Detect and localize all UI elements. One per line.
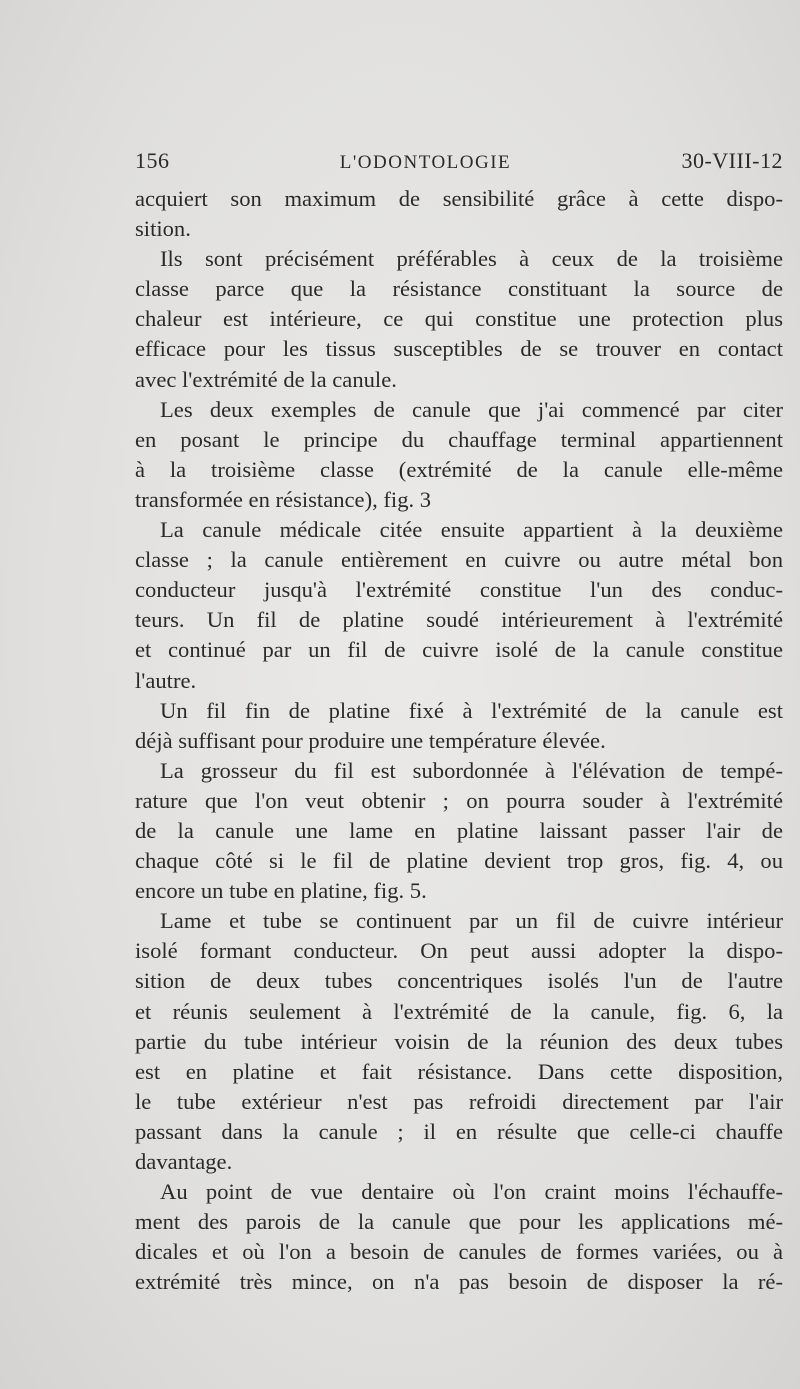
- text-line: efficace pour les tissus susceptibles de se trouver en contact: [135, 336, 783, 362]
- text-line: extrémité très mince, on n'a pas besoin de disposer la ré-: [135, 1269, 783, 1295]
- text-line: Les deux exemples de canule que j'ai commencé par citer: [160, 396, 783, 422]
- text-line: La grosseur du fil est subordonnée à l'élévation de tempé-: [160, 757, 783, 783]
- running-header: [135, 148, 783, 176]
- body-text: [135, 184, 783, 1297]
- text-line: partie du tube intérieur voisin de la réunion des deux tubes: [135, 1028, 783, 1054]
- text-line: encore un tube en platine, fig. 5.: [135, 878, 427, 904]
- text-line: classe parce que la résistance constituant la source de: [135, 276, 783, 302]
- text-line: à la troisième classe (extrémité de la canule elle-même: [135, 456, 783, 482]
- text-line: conducteur jusqu'à l'extrémité constitue l'un des conduc-: [135, 577, 783, 603]
- text-line: et réunis seulement à l'extrémité de la canule, fig. 6, la: [135, 998, 783, 1024]
- text-line: dicales et où l'on a besoin de canules de formes variées, ou à: [135, 1239, 783, 1265]
- text-line: avec l'extrémité de la canule.: [135, 366, 397, 392]
- text-line: est en platine et fait résistance. Dans cette disposition,: [135, 1058, 783, 1084]
- text-line: chaque côté si le fil de platine devient trop gros, fig. 4, ou: [135, 848, 783, 874]
- page-number: 156: [135, 148, 170, 173]
- text-line: transformée en résistance), fig. 3: [135, 486, 432, 512]
- text-line: davantage.: [135, 1149, 233, 1174]
- text-line: Un fil fin de platine fixé à l'extrémité de la canule est: [160, 697, 783, 723]
- text-line: Ils sont précisément préférables à ceux de la troisième: [160, 246, 783, 272]
- text-line: ment des parois de la canule que pour les applications mé-: [135, 1209, 783, 1235]
- text-line: déjà suffisant pour produire une température élevée.: [135, 727, 606, 753]
- text-line: rature que l'on veut obtenir ; on pourra souder à l'extrémité: [135, 787, 783, 813]
- text-line: La canule médicale citée ensuite appartient à la deuxième: [160, 517, 783, 543]
- text-line: classe ; la canule entièrement en cuivre ou autre métal bon: [135, 547, 783, 573]
- text-line: en posant le principe du chauffage terminal appartiennent: [135, 426, 783, 452]
- text-line: isolé formant conducteur. On peut aussi adopter la dispo-: [135, 938, 783, 964]
- book-page: [135, 148, 783, 1297]
- text-line: et continué par un fil de cuivre isolé de la canule constitue: [135, 637, 783, 663]
- text-line: le tube extérieur n'est pas refroidi directement par l'air: [135, 1088, 783, 1114]
- text-line: sition.: [135, 216, 191, 242]
- text-line: de la canule une lame en platine laissant passer l'air de: [135, 817, 783, 843]
- text-line: l'autre.: [135, 667, 197, 693]
- text-line: Lame et tube se continuent par un fil de cuivre intérieur: [160, 908, 783, 934]
- text-line: acquiert son maximum de sensibilité grâce à cette dispo-: [135, 186, 783, 211]
- text-line: chaleur est intérieure, ce qui constitue une protection plus: [135, 306, 783, 332]
- text-line: Au point de vue dentaire où l'on craint moins l'échauffe-: [160, 1179, 783, 1205]
- text-line: teurs. Un fil de platine soudé intérieurement à l'extrémité: [135, 607, 783, 633]
- text-line: sition de deux tubes concentriques isolés l'un de l'autre: [135, 968, 783, 994]
- journal-title: L'ODONTOLOGIE: [339, 152, 512, 173]
- issue-date: 30-VIII-12: [681, 148, 783, 173]
- text-line: passant dans la canule ; il en résulte que celle-ci chauffe: [135, 1118, 783, 1144]
